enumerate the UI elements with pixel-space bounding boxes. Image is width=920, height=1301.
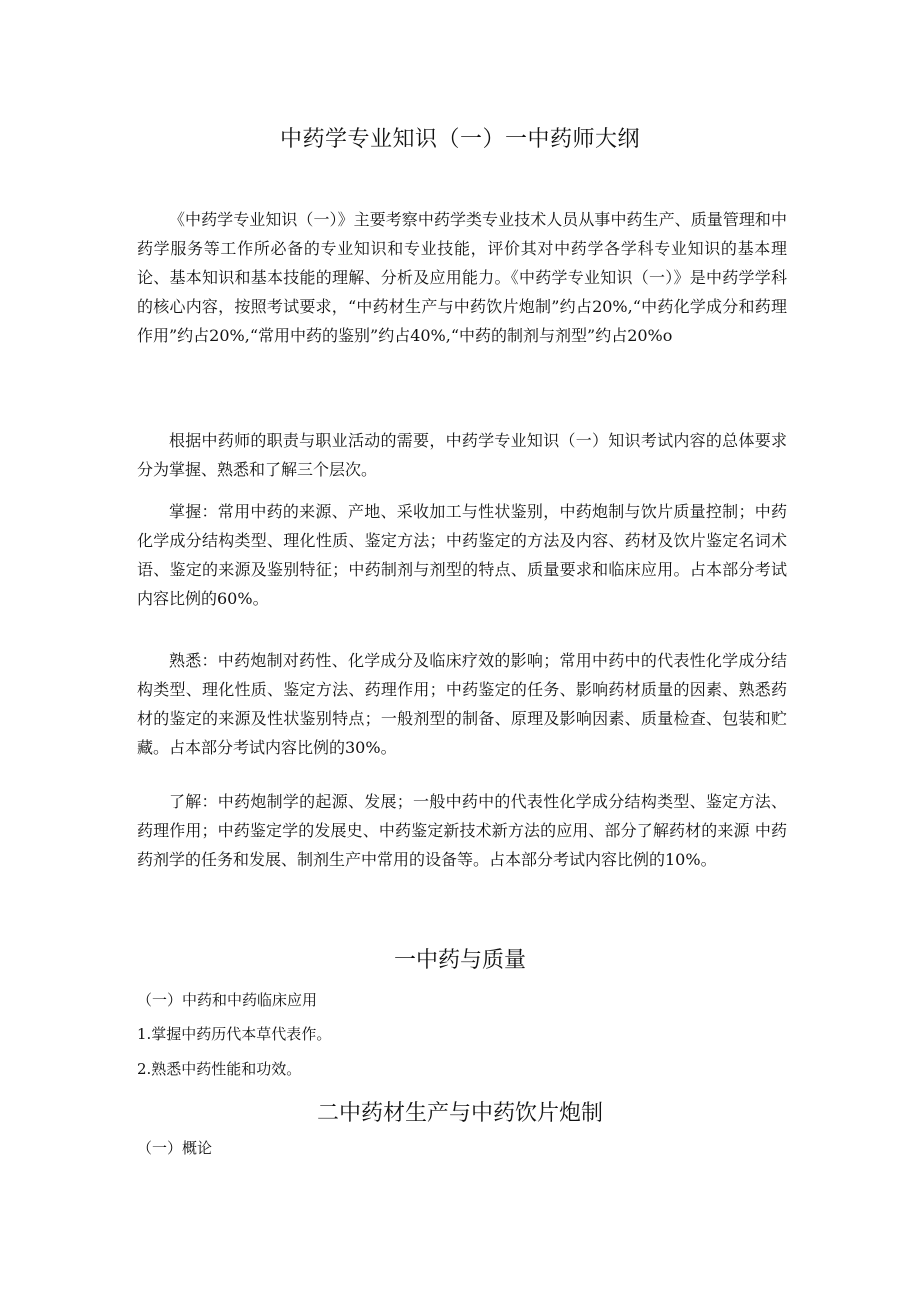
- understand-paragraph: 了解：中药炮制学的起源、发展；一般中药中的代表性化学成分结构类型、鉴定方法、药理作用；中药鉴定学的发展史、中药鉴定新技术新方法的应用、部分了解药材的来源 中药药剂学的任务和发展、制剂生产中常用的设备等。占本部分考试内容比例的10%。: [137, 792, 787, 869]
- document-title: 中药学专业知识（一）一中药师大纲: [279, 127, 640, 152]
- section-heading-2: 二中药材生产与中药饮片炮制: [316, 1101, 603, 1126]
- master-paragraph: 掌握：常用中药的来源、产地、采收加工与性状鉴别，中药炮制与饮片质量控制；中药化学成分结构类型、理化性质、鉴定方法；中药鉴定的方法及内容、药材及饮片鉴定名词术语、鉴定的来源及鉴别特征；中药制剂与剂型的特点、质量要求和临床应用。占本部分考试内容比例的60%。: [137, 502, 787, 608]
- section-1-item: 1.掌握中药历代本草代表作。: [137, 1025, 332, 1043]
- section-2-subheading: （一）概论: [137, 1139, 213, 1157]
- section-1-item: 2.熟悉中药性能和功效。: [137, 1060, 302, 1078]
- intro-paragraph: 《中药学专业知识（一）》主要考察中药学类专业技术人员从事中药生产、质量管理和中药学服务等工作所必备的专业知识和专业技能，评价其对中药学各学科专业知识的基本理论、基本知识和基本技能的理解、分析及应用能力。《中药学专业知识（一）》是中药学学科的核心内容，按照考试要求，“中药材生产与中药饮片炮制”约占20%,“中药化学成分和药理作用”约占20%,“常用中药的鉴别”约占40%,“中药的制剂与剂型”约占20%o: [137, 210, 787, 345]
- section-heading-1: 一中药与质量: [393, 948, 526, 973]
- requirements-paragraph: 根据中药师的职责与职业活动的需要，中药学专业知识（一）知识考试内容的总体要求分为掌握、熟悉和了解三个层次。: [137, 431, 787, 479]
- section-1-subheading: （一）中药和中药临床应用: [137, 991, 318, 1009]
- familiar-paragraph: 熟悉：中药炮制对药性、化学成分及临床疗效的影响；常用中药中的代表性化学成分结构类型、理化性质、鉴定方法、药理作用；中药鉴定的任务、影响药材质量的因素、熟悉药材的鉴定的来源及性状鉴别特点；一般剂型的制备、原理及影响因素、质量检查、包装和贮藏。占本部分考试内容比例的30%。: [137, 651, 787, 757]
